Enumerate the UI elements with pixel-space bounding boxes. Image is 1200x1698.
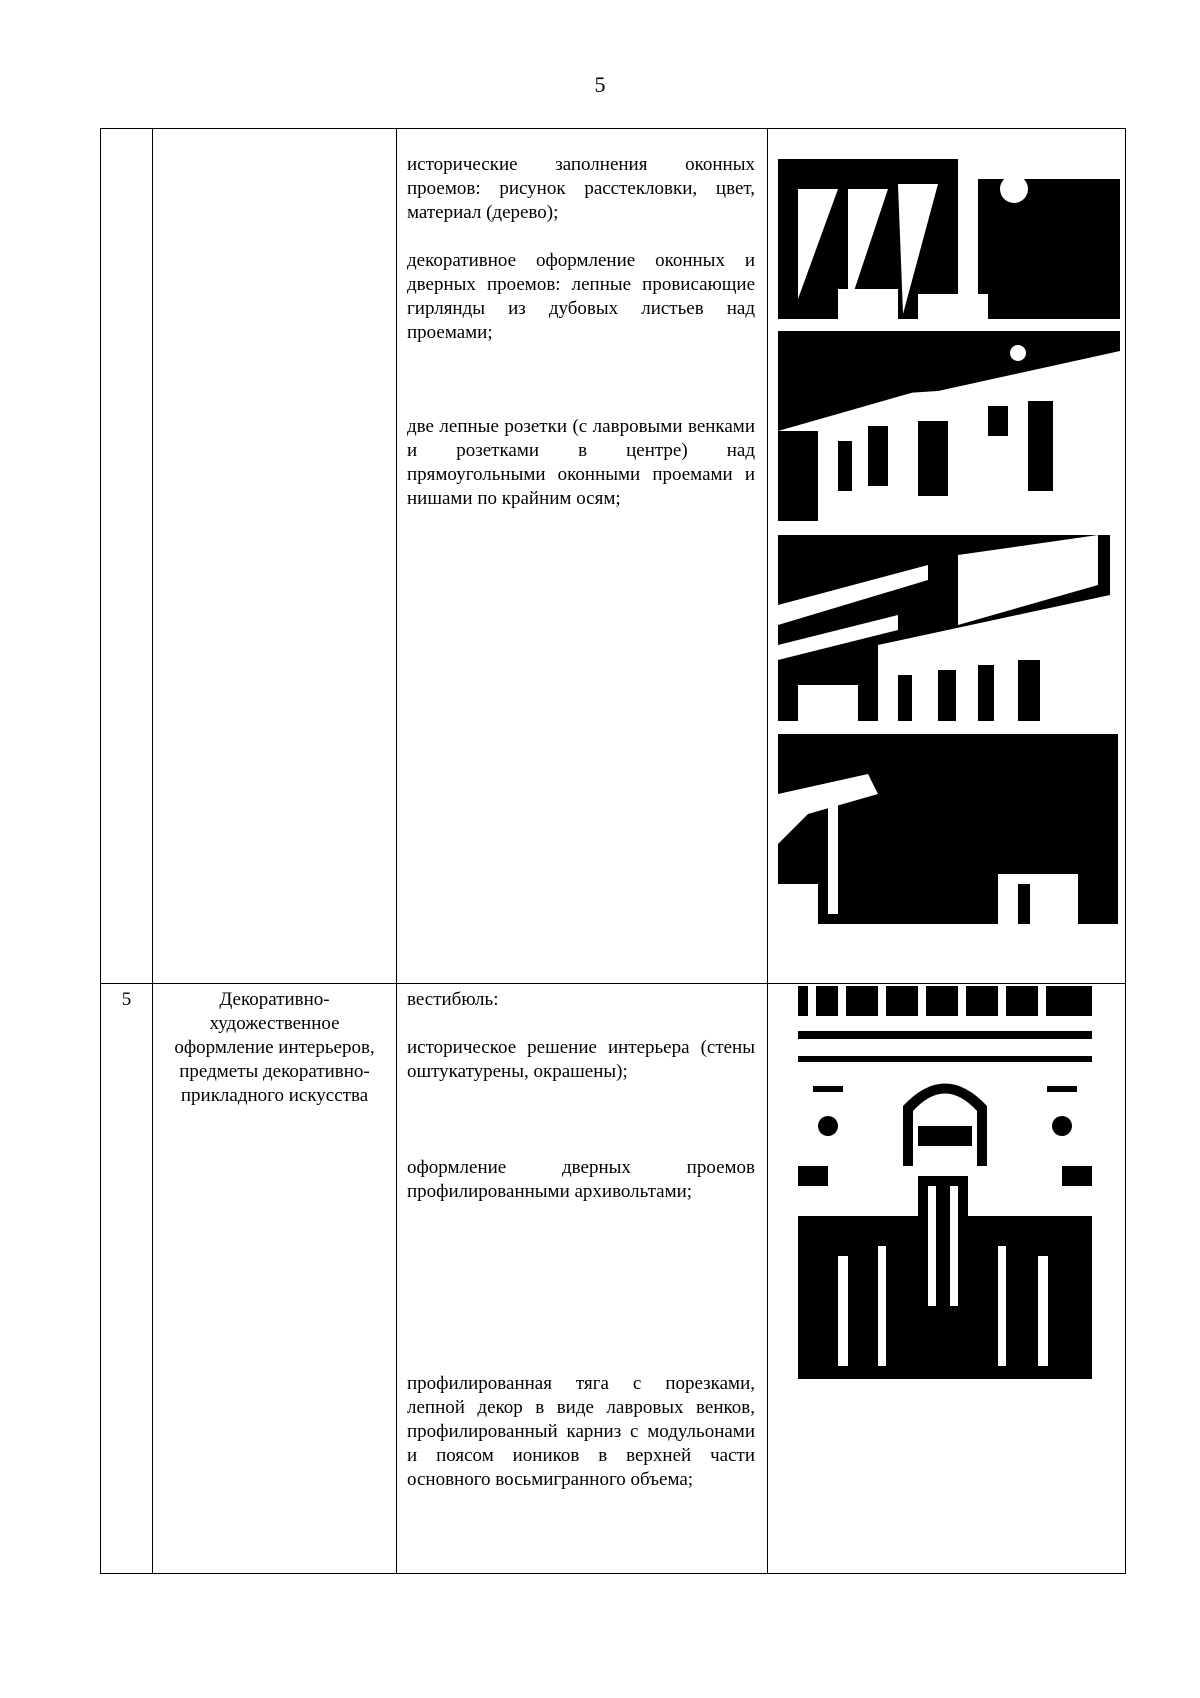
table-row (101, 129, 1126, 984)
dark-interior-photo (778, 734, 1118, 924)
photo-cell (768, 129, 1126, 984)
ceiling-beams-photo (778, 535, 1110, 721)
row-number-cell (101, 129, 153, 984)
description-cell (397, 129, 768, 984)
facade-window-photo (778, 129, 1120, 319)
category-cell (153, 129, 397, 984)
table-row (101, 984, 1126, 1574)
page-number: 5 (594, 72, 606, 97)
feature-item: оформление дверных проемов профилированными архивольтами; (407, 1157, 755, 1202)
row-number-cell: 5 (101, 984, 153, 1574)
feature-item: вестибюль: (407, 989, 499, 1010)
description-cell (397, 984, 768, 1574)
feature-item: историческое решение интерьера (стены оштукатурены, окрашены); (407, 1037, 755, 1082)
photo-cell (768, 984, 1126, 1574)
category-cell: Декоративно-художественное оформление интерьеров, предметы декоративно-прикладного искусства (153, 984, 397, 1574)
monument-features-table (100, 128, 1126, 1574)
feature-item: профилированная тяга с порезками, лепной декор в виде лавровых венков, профилированный карниз с модульонами и поясом иоников в верхней части основного восьмигранного объема; (407, 1373, 755, 1490)
facade-rosette-photo (778, 331, 1120, 521)
feature-item: две лепные розетки (с лавровыми венками и розетками в центре) над прямоугольными оконными проемами и нишами по крайним осям; (407, 416, 755, 509)
feature-item: исторические заполнения оконных проемов: рисунок расстекловки, цвет, материал (дерево); (407, 154, 755, 223)
vestibule-photo (798, 986, 1092, 1379)
feature-item: декоративное оформление оконных и дверных проемов: лепные провисающие гирлянды из дубовых листьев над проемами; (407, 250, 755, 343)
